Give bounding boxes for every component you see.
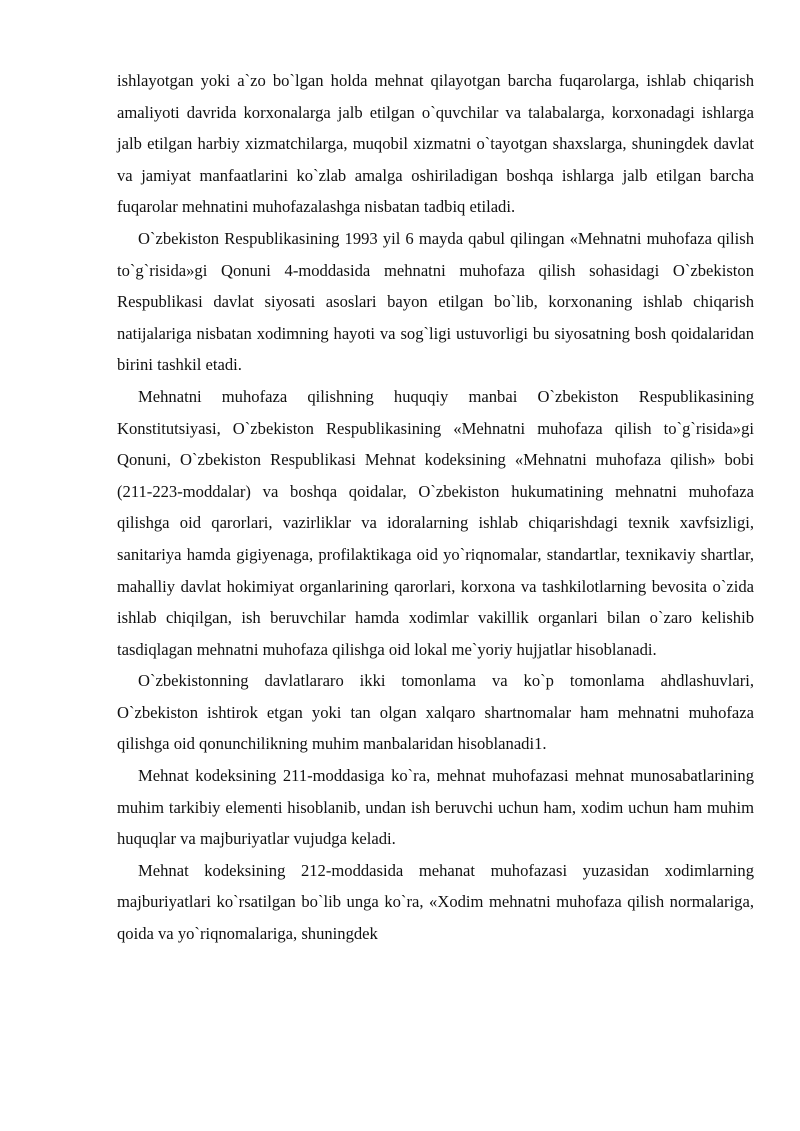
document-body	[117, 65, 754, 950]
paragraph-article-211: Mehnat kodeksining 211-moddasiga ko`ra, mehnat muhofazasi mehnat munosabatlarining muhim tarkibiy elementi hisoblanib, undan ish beruvchi uchun ham, xodim uchun ham muhim huquqlar va majburiyatlar vujudga keladi.	[117, 766, 754, 849]
paragraph-law-article-4: O`zbekiston Respublikasining 1993 yil 6 mayda qabul qilingan «Mehnatni muhofaza qilish to`g`risida»gi Qonuni 4-moddasida mehnatni muhofaza qilish sohasidagi O`zbekiston Respublikasi davlat siyosati asoslari bayon etilgan bo`lib, korxonaning ishlab chiqarish natijalariga nisbatan xodimning hayoti va sog`ligi ustuvorligi bu siyosatning bosh qoidalaridan birini tashkil etadi.	[117, 228, 754, 375]
paragraph-legal-sources: Mehnatni muhofaza qilishning huquqiy manbai O`zbekiston Respublikasining Konstitutsiyasi, O`zbekiston Respublikasining «Mehnatni muhofaza qilish to`g`risida»gi Qonuni, O`zbekiston Respublikasi Mehnat kodeksining «Mehnatni muhofaza qilish» bobi (211-223-moddalar) va boshqa qoidalar, O`zbekiston hukumatining mehnatni muhofaza qilishga oid qarorlari, vazirliklar va idoralarning ishlab chiqarishdagi texnik xavfsizligi, sanitariya hamda gigiyenaga, profilaktikaga oid yo`riqnomalar, standartlar, texnikaviy shartlar, mahalliy davlat hokimiyat organlarining qarorlari, korxona va tashkilotlarning bevosita o`zida ishlab chiqilgan, ish beruvchilar hamda xodimlar vakillik organlari bilan o`zaro kelishib tasdiqlagan mehnatni muhofaza qilishga oid lokal me`yoriy hujjatlar hisoblanadi.	[117, 386, 754, 659]
paragraph-international-agreements: O`zbekistonning davlatlararo ikki tomonlama va ko`p tomonlama ahdlashuvlari, O`zbekiston ishtirok etgan yoki tan olgan xalqaro shartnomalar ham mehnatni muhofaza qilishga oid qonunchilikning muhim manbalaridan hisoblanadi1.	[117, 671, 754, 754]
paragraph-article-212: Mehnat kodeksining 212-moddasida mehanat muhofazasi yuzasidan xodimlarning majburiyatlari ko`rsatilgan bo`lib unga ko`ra, «Xodim mehnatni muhofaza qilish normalariga, qoida va yo`riqnomalariga, shuningdek	[117, 860, 754, 944]
paragraph-continuation: ishlayotgan yoki a`zo bo`lgan holda mehnat qilayotgan barcha fuqarolarga, ishlab chiqarish amaliyoti davrida korxonalarga jalb etilgan o`quvchilar va talabalarga, korxonadagi ishlarga jalb etilgan harbiy xizmatchilarga, muqobil xizmatni o`tayotgan shaxslarga, shuningdek davlat va jamiyat manfaatlarini ko`zlab amalga oshiriladigan boshqa ishlarga jalb etilgan barcha fuqarolar mehnatini muhofazalashga nisbatan tadbiq etiladi.	[117, 71, 754, 217]
